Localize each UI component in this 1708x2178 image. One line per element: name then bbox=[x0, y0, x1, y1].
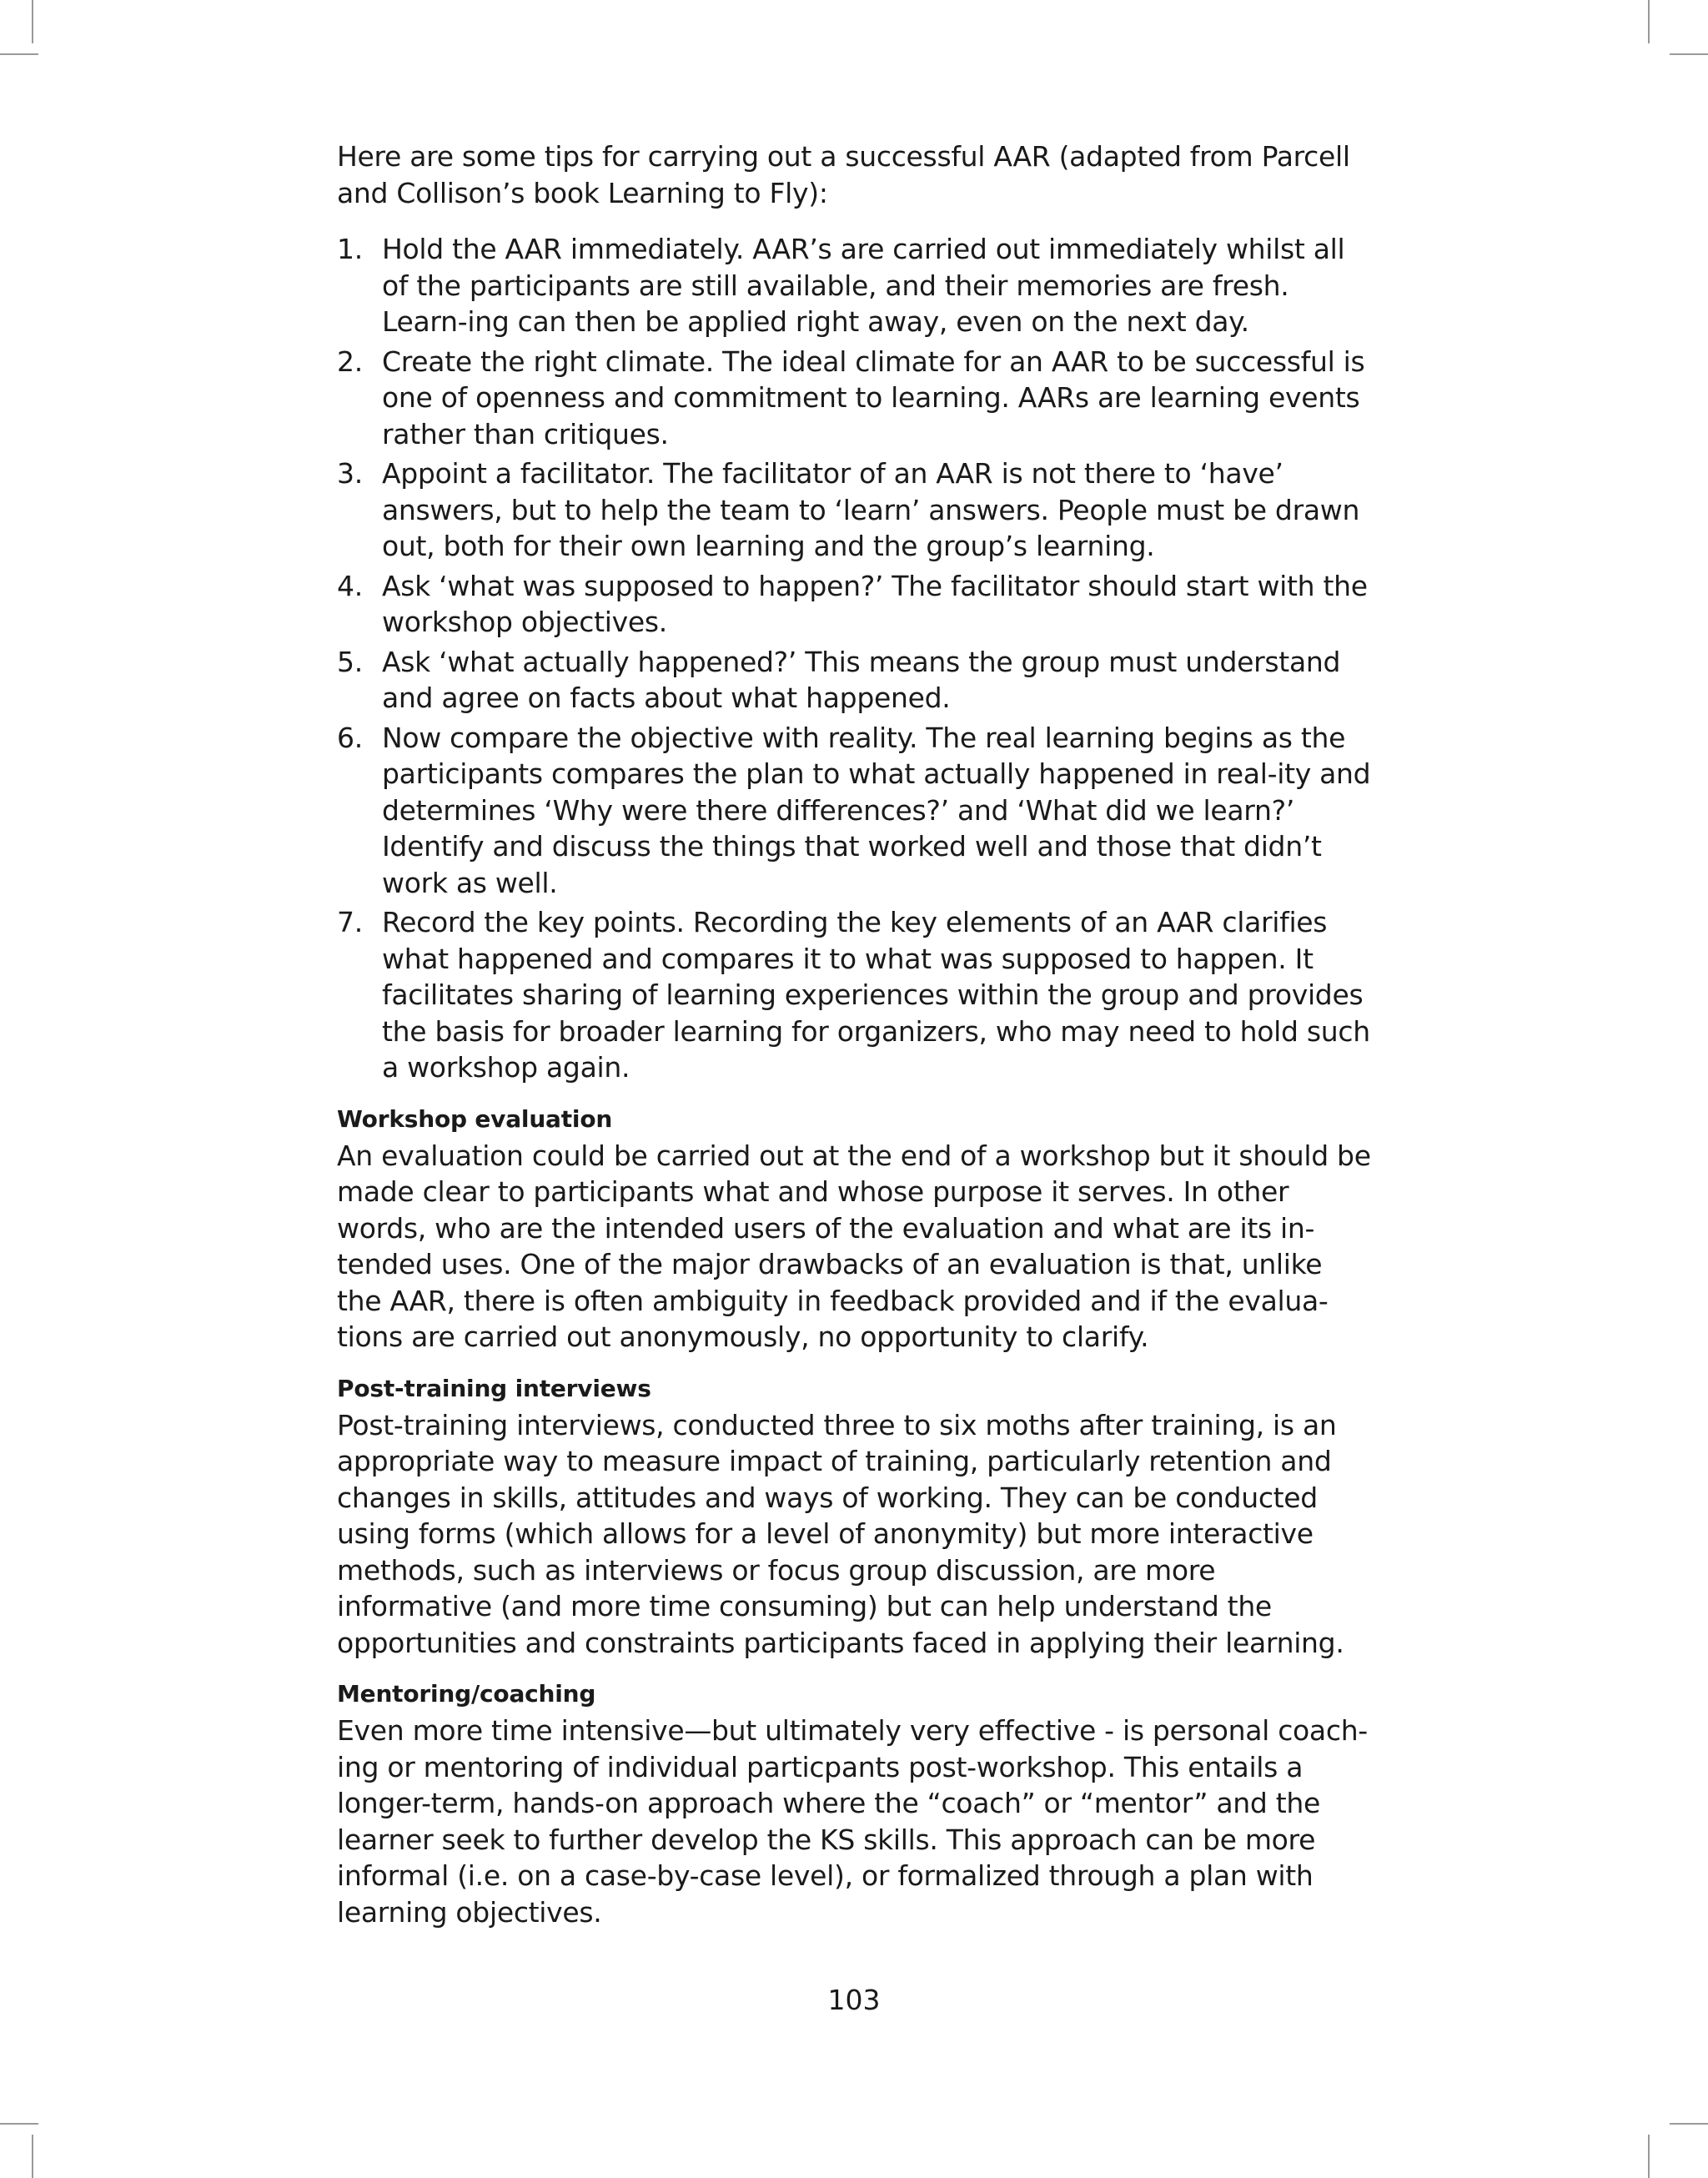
page-number: 103 bbox=[827, 1984, 881, 2016]
section-body-post-training-interviews: Post-training interviews, conducted three to six moths after training, is an appropriate way to measure impact of training, particularly retention and changes in skills, attitudes and ways of working. They can be conducted using forms (which allows for a level of anonymity) but more interactive methods, such as interviews or focus group discussion, are more informative (and more time consuming) but can help understand the opportunities and constraints participants faced in applying their learning. bbox=[337, 1408, 1344, 1659]
list-item bbox=[337, 344, 1374, 453]
aar-tips-list bbox=[337, 231, 1374, 1086]
list-number: 2. bbox=[337, 345, 363, 378]
section-heading-workshop-evaluation: Workshop evaluation bbox=[337, 1104, 613, 1133]
section-body-mentoring-coaching: Even more time intensive—but ultimately very effective - is personal coach-ing or mentoring of individual particpants post-workshop. This entails a longer-term, hands-on approach where the “coach” or “mentor” and the learner seek to further develop the KS skills. This approach can be more informal (i.e. on a case-by-case level), or formalized through a plan with learning objectives. bbox=[337, 1714, 1368, 1929]
section-heading-mentoring-coaching: Mentoring/coaching bbox=[337, 1680, 596, 1708]
list-item bbox=[337, 904, 1374, 1086]
list-number: 1. bbox=[337, 233, 363, 265]
crop-mark bbox=[0, 53, 38, 55]
crop-mark bbox=[1670, 53, 1708, 55]
list-item-text: Record the key points. Recording the key elements of an AAR clarifies what happened and compares it to what was supposed to happen. It facilitates sharing of learning experiences within the group and provides the basis for broader learning for organizers, who may need to hold such a workshop again. bbox=[382, 906, 1370, 1084]
list-item bbox=[337, 455, 1374, 565]
list-item bbox=[337, 720, 1374, 902]
list-number: 7. bbox=[337, 906, 363, 938]
section-heading-post-training-interviews: Post-training interviews bbox=[337, 1374, 651, 1402]
list-item-text: Ask ‘what was supposed to happen?’ The facilitator should start with the workshop objectives. bbox=[382, 569, 1368, 638]
list-number: 6. bbox=[337, 721, 363, 754]
crop-mark bbox=[32, 2135, 33, 2178]
list-item-text: Create the right climate. The ideal climate for an AAR to be successful is one of openness and commitment to learning. AARs are learning events rather than critiques. bbox=[382, 345, 1365, 450]
crop-mark bbox=[1670, 2123, 1708, 2125]
list-item bbox=[337, 644, 1374, 717]
list-number: 3. bbox=[337, 457, 363, 490]
list-item bbox=[337, 568, 1374, 641]
list-item-text: Hold the AAR immediately. AAR’s are carried out immediately whilst all of the participants are still available, and their memories are fresh. Learn-ing can then be applied right away, even on the next day. bbox=[382, 233, 1345, 338]
crop-mark bbox=[32, 0, 33, 43]
crop-mark bbox=[0, 2123, 38, 2125]
crop-mark bbox=[1648, 2135, 1650, 2178]
list-number: 5. bbox=[337, 645, 363, 678]
list-number: 4. bbox=[337, 569, 363, 602]
list-item-text: Ask ‘what actually happened?’ This means the group must understand and agree on facts about what happened. bbox=[382, 645, 1341, 714]
list-item-text: Appoint a facilitator. The facilitator of an AAR is not there to ‘have’ answers, but to help the team to ‘learn’ answers. People must be drawn out, both for their own learning and the group’s learning. bbox=[382, 457, 1360, 562]
list-item-text: Now compare the objective with reality. The real learning begins as the participants compares the plan to what actually happened in real-ity and determines ‘Why were there differences?’ and ‘What did we learn?’ Identify and discuss the things that worked well and those that didn’t work as well. bbox=[382, 721, 1371, 899]
section-body-workshop-evaluation: An evaluation could be carried out at the end of a workshop but it should be made clear to participants what and whose purpose it serves. In other words, who are the intended users of the evaluation and what are its in-tended uses. One of the major drawbacks of an evaluation is that, unlike the AAR, there is often ambiguity in feedback provided and if the evalua-tions are carried out anonymously, no opportunity to clarify. bbox=[337, 1139, 1371, 1353]
intro-paragraph: Here are some tips for carrying out a successful AAR (adapted from Parcell and Collison’s book Learning to Fly): bbox=[337, 140, 1350, 209]
page-content bbox=[337, 138, 1374, 1945]
crop-mark bbox=[1648, 0, 1650, 43]
list-item bbox=[337, 231, 1374, 340]
